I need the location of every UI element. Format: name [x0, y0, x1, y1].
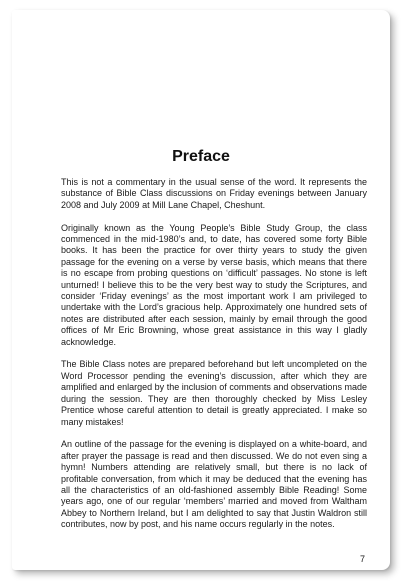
page-title: Preface: [172, 148, 230, 165]
page-body: [61, 177, 367, 542]
document-page: [12, 10, 390, 570]
paragraph-1: This is not a commentary in the usual sense of the word. It represents the substance of Bible Class discussions on Friday evenings between January 2008 and July 2009 at Mill Lane Chapel, Cheshunt.: [61, 177, 367, 210]
paragraph-4: An outline of the passage for the evening is displayed on a white-board, and after prayer the passage is read and then discussed. We do not even sing a hymn! Numbers attending are relatively small, but there is no lack of profitable conversation, from which it may be deduced that the evening has all the characteristics of an old-fashioned assembly Bible Reading! Some years ago, one of our regular ‘members’ married and moved from Waltham Abbey to Northern Ireland, but I am delighted to say that Justin Waldron still contributes, now by post, and his name occurs regularly in the notes.: [61, 439, 367, 530]
paragraph-2: Originally known as the Young People’s Bible Study Group, the class commenced in the mid-1980’s and, to date, has covered some forty Bible books. It has been the practice for over thirty years to study the given passage for the evening on a verse by verse basis, which means that there is no escape from probing questions on ‘difficult’ passages. No stone is left unturned! I believe this to be the very best way to study the Scriptures, and consider ‘Friday evenings’ as the most important work I am privileged to undertake with the Lord’s gracious help. Approximately one hundred sets of notes are distributed after each session, mainly by email through the good offices of Mr Eric Browning, whose great assistance in this way I gladly acknowledge.: [61, 222, 367, 347]
page-number: 7: [360, 554, 366, 564]
paragraph-3: The Bible Class notes are prepared beforehand but left uncompleted on the Word Processor pending the evening’s discussion, after which they are amplified and enlarged by the inclusion of comments and observations made during the session. They are then thoroughly checked by Miss Lesley Prentice whose careful attention to detail is greatly appreciated. I make so many mistakes!: [61, 359, 367, 427]
